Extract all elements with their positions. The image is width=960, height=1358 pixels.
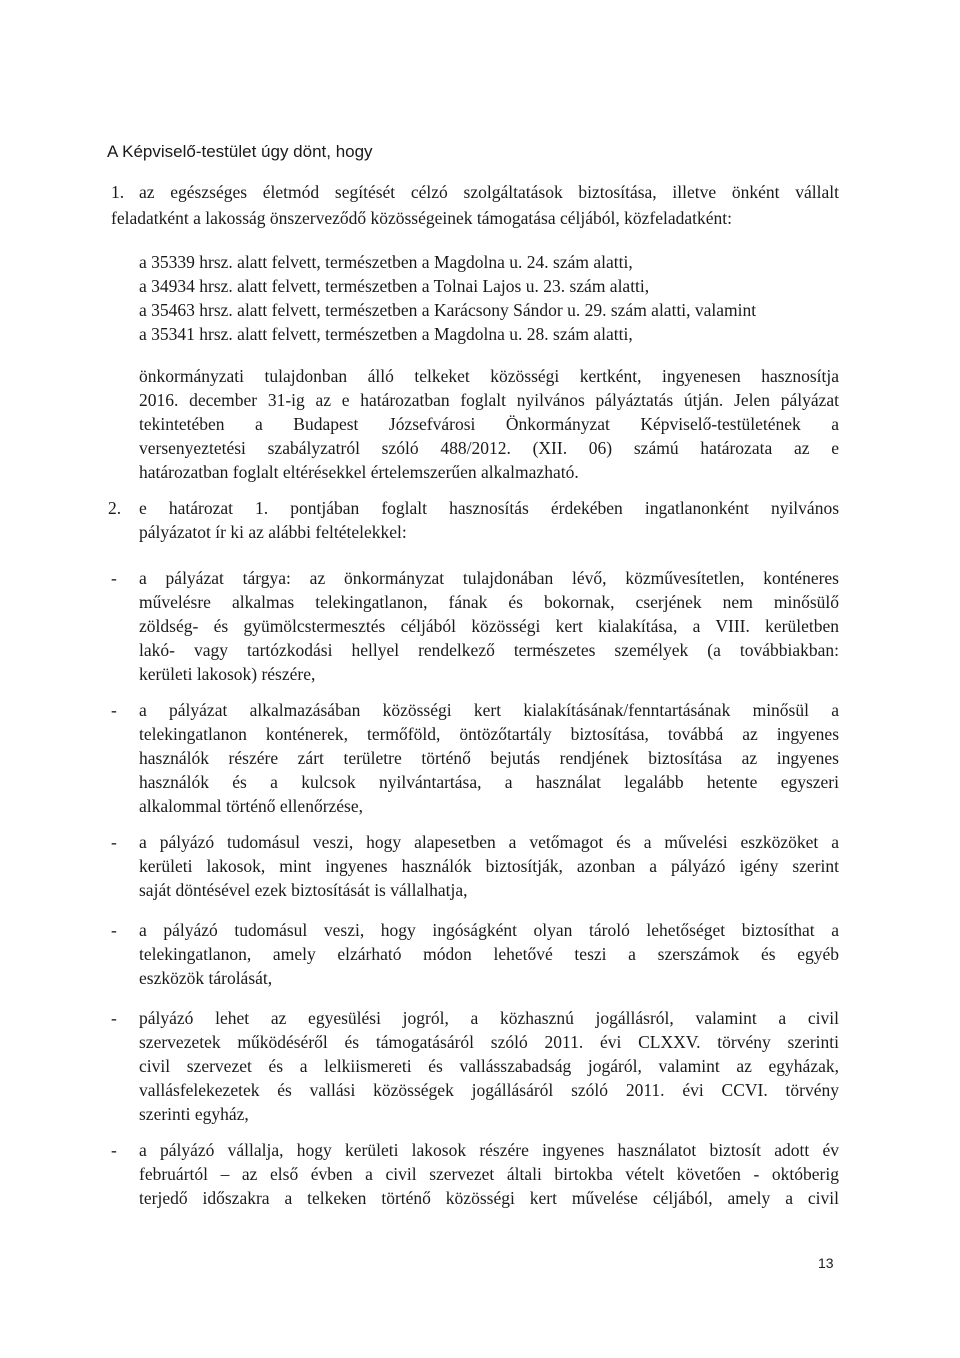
condition-1-line-2: művelésre alkalmas telekingatlanon, fának és bokornak, cserjének nem minősülő [139, 592, 839, 612]
condition-2-line-2: telekingatlanon konténerek, termőföld, öntözőtartály biztosítása, továbbá az ingyenes [139, 724, 839, 744]
condition-2-line-1: a pályázat alkalmazásában közösségi kert kialakításának/fenntartásának minősül a [139, 700, 839, 720]
condition-4-line-1: a pályázó tudomásul veszi, hogy ingóságként olyan tároló lehetőséget biztosíthat a [139, 920, 839, 940]
condition-1-bullet: - [111, 568, 117, 588]
item-1-cont-3: tekintetében a Budapest Józsefvárosi Önkormányzat Képviselő-testületének a [139, 414, 839, 434]
item-1-cont-1: önkormányzati tulajdonban álló telkeket közösségi kertként, ingyenesen hasznosítja [139, 366, 839, 386]
condition-6-line-1: a pályázó vállalja, hogy kerületi lakosok részére ingyenes használatot biztosít adott év [139, 1140, 839, 1160]
condition-3-line-2: kerületi lakosok, mint ingyenes használók biztosítják, azonban a pályázó igény szerint [139, 856, 839, 876]
property-2: a 34934 hrsz. alatt felvett, természetben a Tolnai Lajos u. 23. szám alatti, [139, 276, 650, 296]
condition-6-bullet: - [111, 1140, 117, 1160]
item-2-line-1: e határozat 1. pontjában foglalt hasznosítás érdekében ingatlanonként nyilvános [139, 498, 839, 518]
condition-4-line-3: eszközök tárolását, [139, 968, 273, 988]
condition-2-line-5: alkalommal történő ellenőrzése, [139, 796, 364, 816]
property-3: a 35463 hrsz. alatt felvett, természetben a Karácsony Sándor u. 29. szám alatti, valamint [139, 300, 757, 320]
condition-2-bullet: - [111, 700, 117, 720]
condition-5-line-3: civil szervezet és a lelkiismereti és vallásszabadság jogáról, valamint az egyházak, [139, 1056, 839, 1076]
condition-4-line-2: telekingatlanon, amely elzárható módon lehetővé teszi a szerszámok és egyéb [139, 944, 839, 964]
condition-6-line-2: februártól – az első évben a civil szervezet általi birtokba vételt követően - októberig [139, 1164, 839, 1184]
item-1-line-1: az egészséges életmód segítését célzó szolgáltatások biztosítása, illetve önként vállalt [139, 182, 839, 202]
condition-1-line-3: zöldség- és gyümölcstermesztés céljából közösségi kert kialakítása, a VIII. kerületben [139, 616, 839, 636]
property-4: a 35341 hrsz. alatt felvett, természetben a Magdolna u. 28. szám alatti, [139, 324, 633, 344]
item-1-number: 1. [111, 182, 125, 202]
page-number: 13 [818, 1255, 834, 1271]
condition-5-line-2: szervezetek működéséről és támogatásáról szóló 2011. évi CLXXV. törvény szerinti [139, 1032, 839, 1052]
condition-1-line-4: lakó- vagy tartózkodási hellyel rendelkező természetes személyek (a továbbiakban: [139, 640, 839, 660]
item-1-cont-2: 2016. december 31-ig az e határozatban foglalt nyilvános pályáztatás útján. Jelen pályázat [139, 390, 839, 410]
condition-5-line-1: pályázó lehet az egyesülési jogról, a közhasznú jogállásról, valamint a civil [139, 1008, 839, 1028]
condition-6-line-3: terjedő időszakra a telkeken történő közösségi kert művelése céljából, amely a civil [139, 1188, 839, 1208]
condition-5-bullet: - [111, 1008, 117, 1028]
condition-5-line-4: vallásfelekezetek és vallási közösségek jogállásáról szóló 2011. évi CCVI. törvény [139, 1080, 839, 1100]
item-2-number: 2. [108, 498, 122, 518]
condition-3-bullet: - [111, 832, 117, 852]
intro-text: A Képviselő-testület úgy dönt, hogy [107, 142, 373, 161]
condition-2-line-4: használók és a kulcsok nyilvántartása, a használat legalább hetente egyszeri [139, 772, 839, 792]
item-1-cont-4: versenyeztetési szabályzatról szóló 488/2012. (XII. 06) számú határozata az e [139, 438, 839, 458]
property-1: a 35339 hrsz. alatt felvett, természetben a Magdolna u. 24. szám alatti, [139, 252, 633, 272]
condition-1-line-5: kerületi lakosok) részére, [139, 664, 316, 684]
condition-3-line-1: a pályázó tudomásul veszi, hogy alapesetben a vetőmagot és a művelési eszközöket a [139, 832, 839, 852]
condition-5-line-5: szerinti egyház, [139, 1104, 249, 1124]
condition-3-line-3: saját döntésével ezek biztosítását is vállalhatja, [139, 880, 468, 900]
condition-2-line-3: használók részére zárt területre történő bejutás rendjének biztosítása az ingyenes [139, 748, 839, 768]
condition-1-line-1: a pályázat tárgya: az önkormányzat tulajdonában lévő, közművesítetlen, konténeres [139, 568, 839, 588]
item-2-line-2: pályázatot ír ki az alábbi feltételekkel: [139, 522, 407, 542]
condition-4-bullet: - [111, 920, 117, 940]
item-1-line-2: feladatként a lakosság önszerveződő közösségeinek támogatása céljából, közfeladatként: [111, 208, 732, 228]
item-1-cont-5: határozatban foglalt eltérésekkel értelemszerűen alkalmazható. [139, 462, 579, 482]
